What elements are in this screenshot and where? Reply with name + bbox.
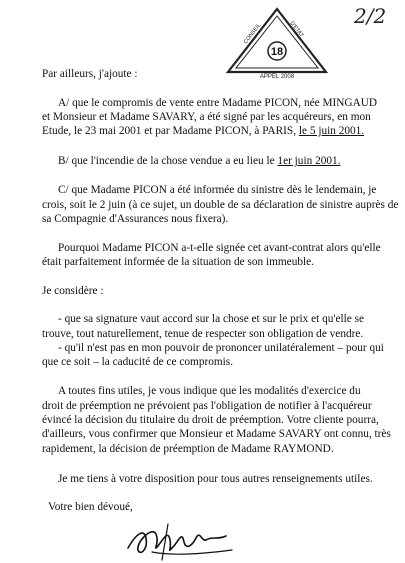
paragraph-a-line: et Monsieur et Madame SAVARY, a été signé par les acquéreurs, en mon <box>42 111 371 123</box>
paragraph-c-line: sa Compagnie d'Assurances nous fixera). <box>42 213 229 225</box>
final-paragraph-line: rapidement, la décision de préemption de Madame RAYMOND. <box>42 443 334 455</box>
stamp-bottom-text: APPEL 2008 <box>259 74 295 80</box>
final-paragraph-line: d'ailleurs, vous confirmer que Monsieur et Madame SAVARY ont connu, très <box>42 428 391 440</box>
paragraph-c-line: crois, soit le 2 juin (à ce sujet, un double de sa déclaration de sinistre auprès de <box>42 199 399 211</box>
page-number: 2/2 <box>354 4 387 28</box>
signing-date: le 5 juin 2001. <box>298 125 365 137</box>
paragraph-a-line: A/ que le compromis de vente entre Madame PICON, née MINGAUD <box>58 97 378 109</box>
stamp-word-left: CONSEIL <box>242 22 263 46</box>
handwritten-signature <box>122 516 242 562</box>
question-line: était parfaitement informée de la situation de son immeuble. <box>42 256 314 268</box>
closing-line: Votre bien dévoué, <box>48 501 133 513</box>
stamp-word-right: D'ETAT <box>288 20 305 39</box>
disposition-line: Je me tiens à votre disposition pour tous autres renseignements utiles. <box>58 473 373 485</box>
paragraph-b-line: B/ que l'incendie de la chose vendue a eu lieu le 1er juin 2001. <box>58 155 341 167</box>
intro-line: Par ailleurs, j'ajoute : <box>42 68 138 80</box>
consider-line: Je considère : <box>42 285 104 297</box>
paragraph-a-line: Etude, le 23 mai 2001 et par Madame PICON, à PARIS, le 5 juin 2001. <box>42 125 365 137</box>
bullet-2-line: que ce soit – la caducité de ce compromis. <box>42 356 234 368</box>
question-line: Pourquoi Madame PICON a-t-elle signée cet avant-contrat alors qu'elle <box>58 242 381 254</box>
paragraph-c-line: C/ que Madame PICON a été informée du sinistre dès le lendemain, je <box>58 184 377 196</box>
bullet-1-line: - que sa signature vaut accord sur la chose et sur le prix et qu'elle se <box>58 313 364 325</box>
conseil-etat-stamp <box>224 6 330 80</box>
final-paragraph-line: évincé la décision du titulaire du droit de préemption. Votre cliente pourra, <box>42 414 379 426</box>
bullet-2-line: - qu'il n'est pas en mon pouvoir de prononcer unilatéralement – pour qui <box>58 342 384 354</box>
final-paragraph-line: droit de préemption ne prévoient pas l'obligation de notifier à l'acquéreur <box>42 400 372 412</box>
stamp-number: 18 <box>270 46 284 58</box>
final-paragraph-line: A toutes fins utiles, je vous indique que les modalités d'exercice du <box>58 385 361 397</box>
fire-date: 1er juin 2001. <box>277 155 341 167</box>
bullet-1-line: trouve, tout naturellement, tenue de respecter son obligation de vendre. <box>42 328 364 340</box>
